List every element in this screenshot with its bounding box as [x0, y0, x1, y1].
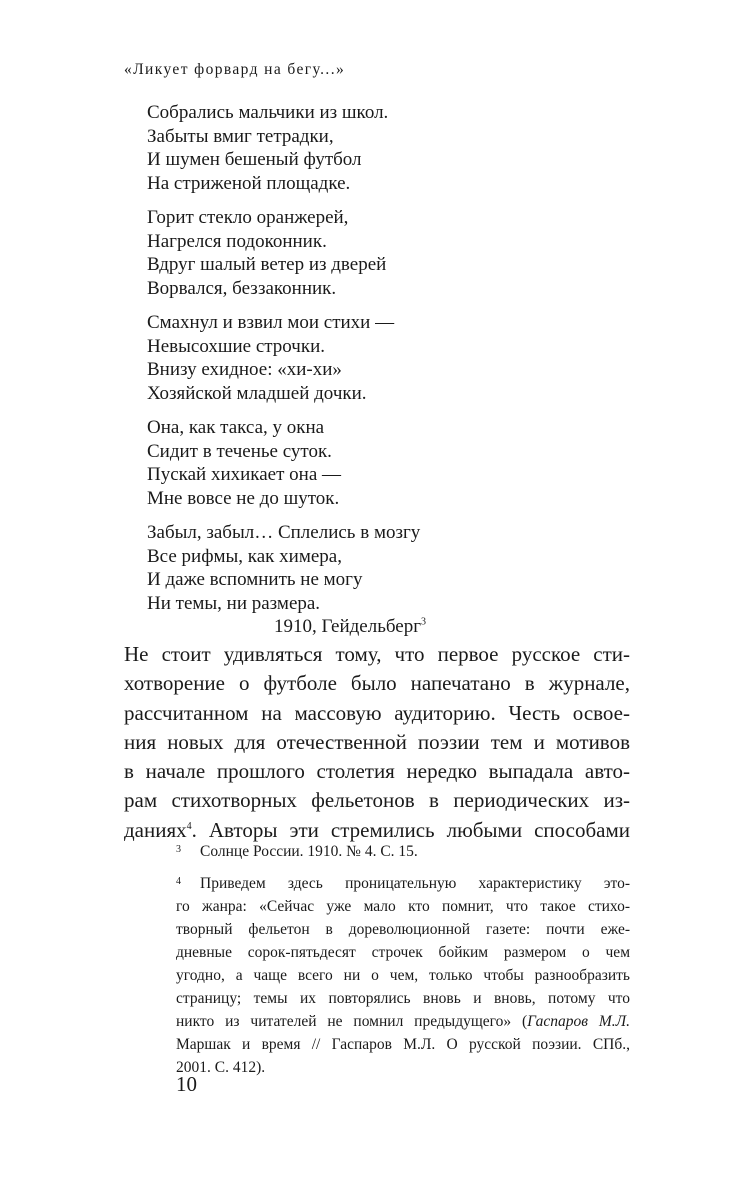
poem-line: Пускай хихикает она — [147, 464, 341, 485]
poem-line: Забыты вмиг тетрадки, [147, 125, 334, 147]
poem-line: Все рифмы, как химера, [147, 545, 342, 567]
poem-line: И шумен бешеный футбол [147, 149, 362, 170]
footnote-text: Солнце России. 1910. № 4. С. 15. [200, 843, 418, 860]
poem-line: Внизу ехидное: «хи-хи» [147, 359, 342, 380]
body-line: Не стоит удивляться тому, что первое русское сти- [124, 642, 630, 666]
footnote-line [176, 1010, 630, 1033]
running-header: «Ликует форвард на бегу...» [124, 61, 346, 78]
footnote-author-italic: Гаспаров М.Л. [527, 1013, 630, 1030]
poem-line: Она, как такса, у окна [147, 417, 325, 438]
footnote-line: дневные сорок-пятьдесят строчек бойким размером о чем [176, 944, 630, 961]
body-paragraph [124, 640, 630, 845]
poem-line: Нагрелся подоконник. [147, 230, 327, 252]
body-line: хотворение о футболе было напечатано в журнале, [124, 671, 630, 696]
poem-line: Ни темы, ни размера. [147, 592, 321, 614]
footnote-text-fragment: никто из читателей не помнил предыдущего» ( [176, 1013, 528, 1030]
poem-signature [274, 615, 426, 639]
footnote-line: 2001. С. 412). [176, 1059, 266, 1076]
poem-line: Сидит в теченье суток. [147, 440, 332, 462]
body-text-fragment: даниях [124, 817, 187, 842]
poem-stanza-4 [147, 416, 426, 510]
footnote-ref-3[interactable]: 3 [421, 616, 427, 628]
footnote-line: го жанра: «Сейчас уже мало кто помнит, что такое стихо- [176, 898, 630, 915]
poem [147, 101, 426, 639]
poem-line: Ворвался, беззаконник. [147, 277, 337, 299]
body-text-fragment: . Авторы эти стремились любыми способами [191, 817, 630, 842]
poem-line: Горит стекло оранжерей, [147, 207, 349, 228]
body-line: рассчитанном на массовую аудиторию. Честь освое- [124, 700, 630, 725]
poem-line: Вдруг шалый ветер из дверей [147, 254, 387, 275]
poem-line: Мне вовсе не до шуток. [147, 487, 340, 509]
poem-line: Забыл, забыл… Сплелись в мозгу [147, 522, 421, 543]
poem-line: И даже вспомнить не могу [147, 569, 363, 590]
poem-line: Смахнул и взвил мои стихи — [147, 312, 395, 333]
footnote-line: Маршак и время // Гаспаров М.Л. О русской поэзии. СПб., [176, 1036, 630, 1053]
footnote-number: 4 [176, 876, 181, 887]
body-line: в начале прошлого столетия нередко выпадала авто- [124, 759, 630, 784]
footnote-line: страницу; темы их повторялись вновь и вновь, потому что [176, 990, 630, 1007]
body-line: ния новых для отечественной поэзии тем и мотивов [124, 729, 630, 754]
poem-signature-text: 1910, Гейдельберг [274, 616, 422, 637]
footnotes [176, 840, 630, 1088]
footnote-line: творный фельетон в дореволюционной газете: почти еже- [176, 921, 630, 938]
footnote-line: Приведем здесь проницательную характеристику это- [200, 875, 630, 892]
poem-line: Хозяйской младшей дочки. [147, 382, 367, 404]
poem-line: На стриженой площадке. [147, 172, 351, 194]
body-line: рам стихотворных фельетонов в периодических из- [124, 788, 630, 813]
footnote-4 [176, 872, 630, 1079]
poem-stanza-1 [147, 101, 426, 195]
footnote-ref-4[interactable]: 4 [186, 820, 192, 832]
footnote-3 [176, 840, 630, 863]
poem-line: Невысохшие строчки. [147, 335, 326, 357]
poem-line: Собрались мальчики из школ. [147, 102, 389, 123]
poem-stanza-5 [147, 521, 426, 639]
poem-stanza-2 [147, 206, 426, 300]
page-number: 10 [176, 1072, 197, 1096]
footnote-number: 3 [176, 844, 181, 855]
poem-stanza-3 [147, 311, 426, 405]
footnote-line: угодно, а чаще всего ни о чем, только чтобы разнообразить [176, 967, 630, 984]
